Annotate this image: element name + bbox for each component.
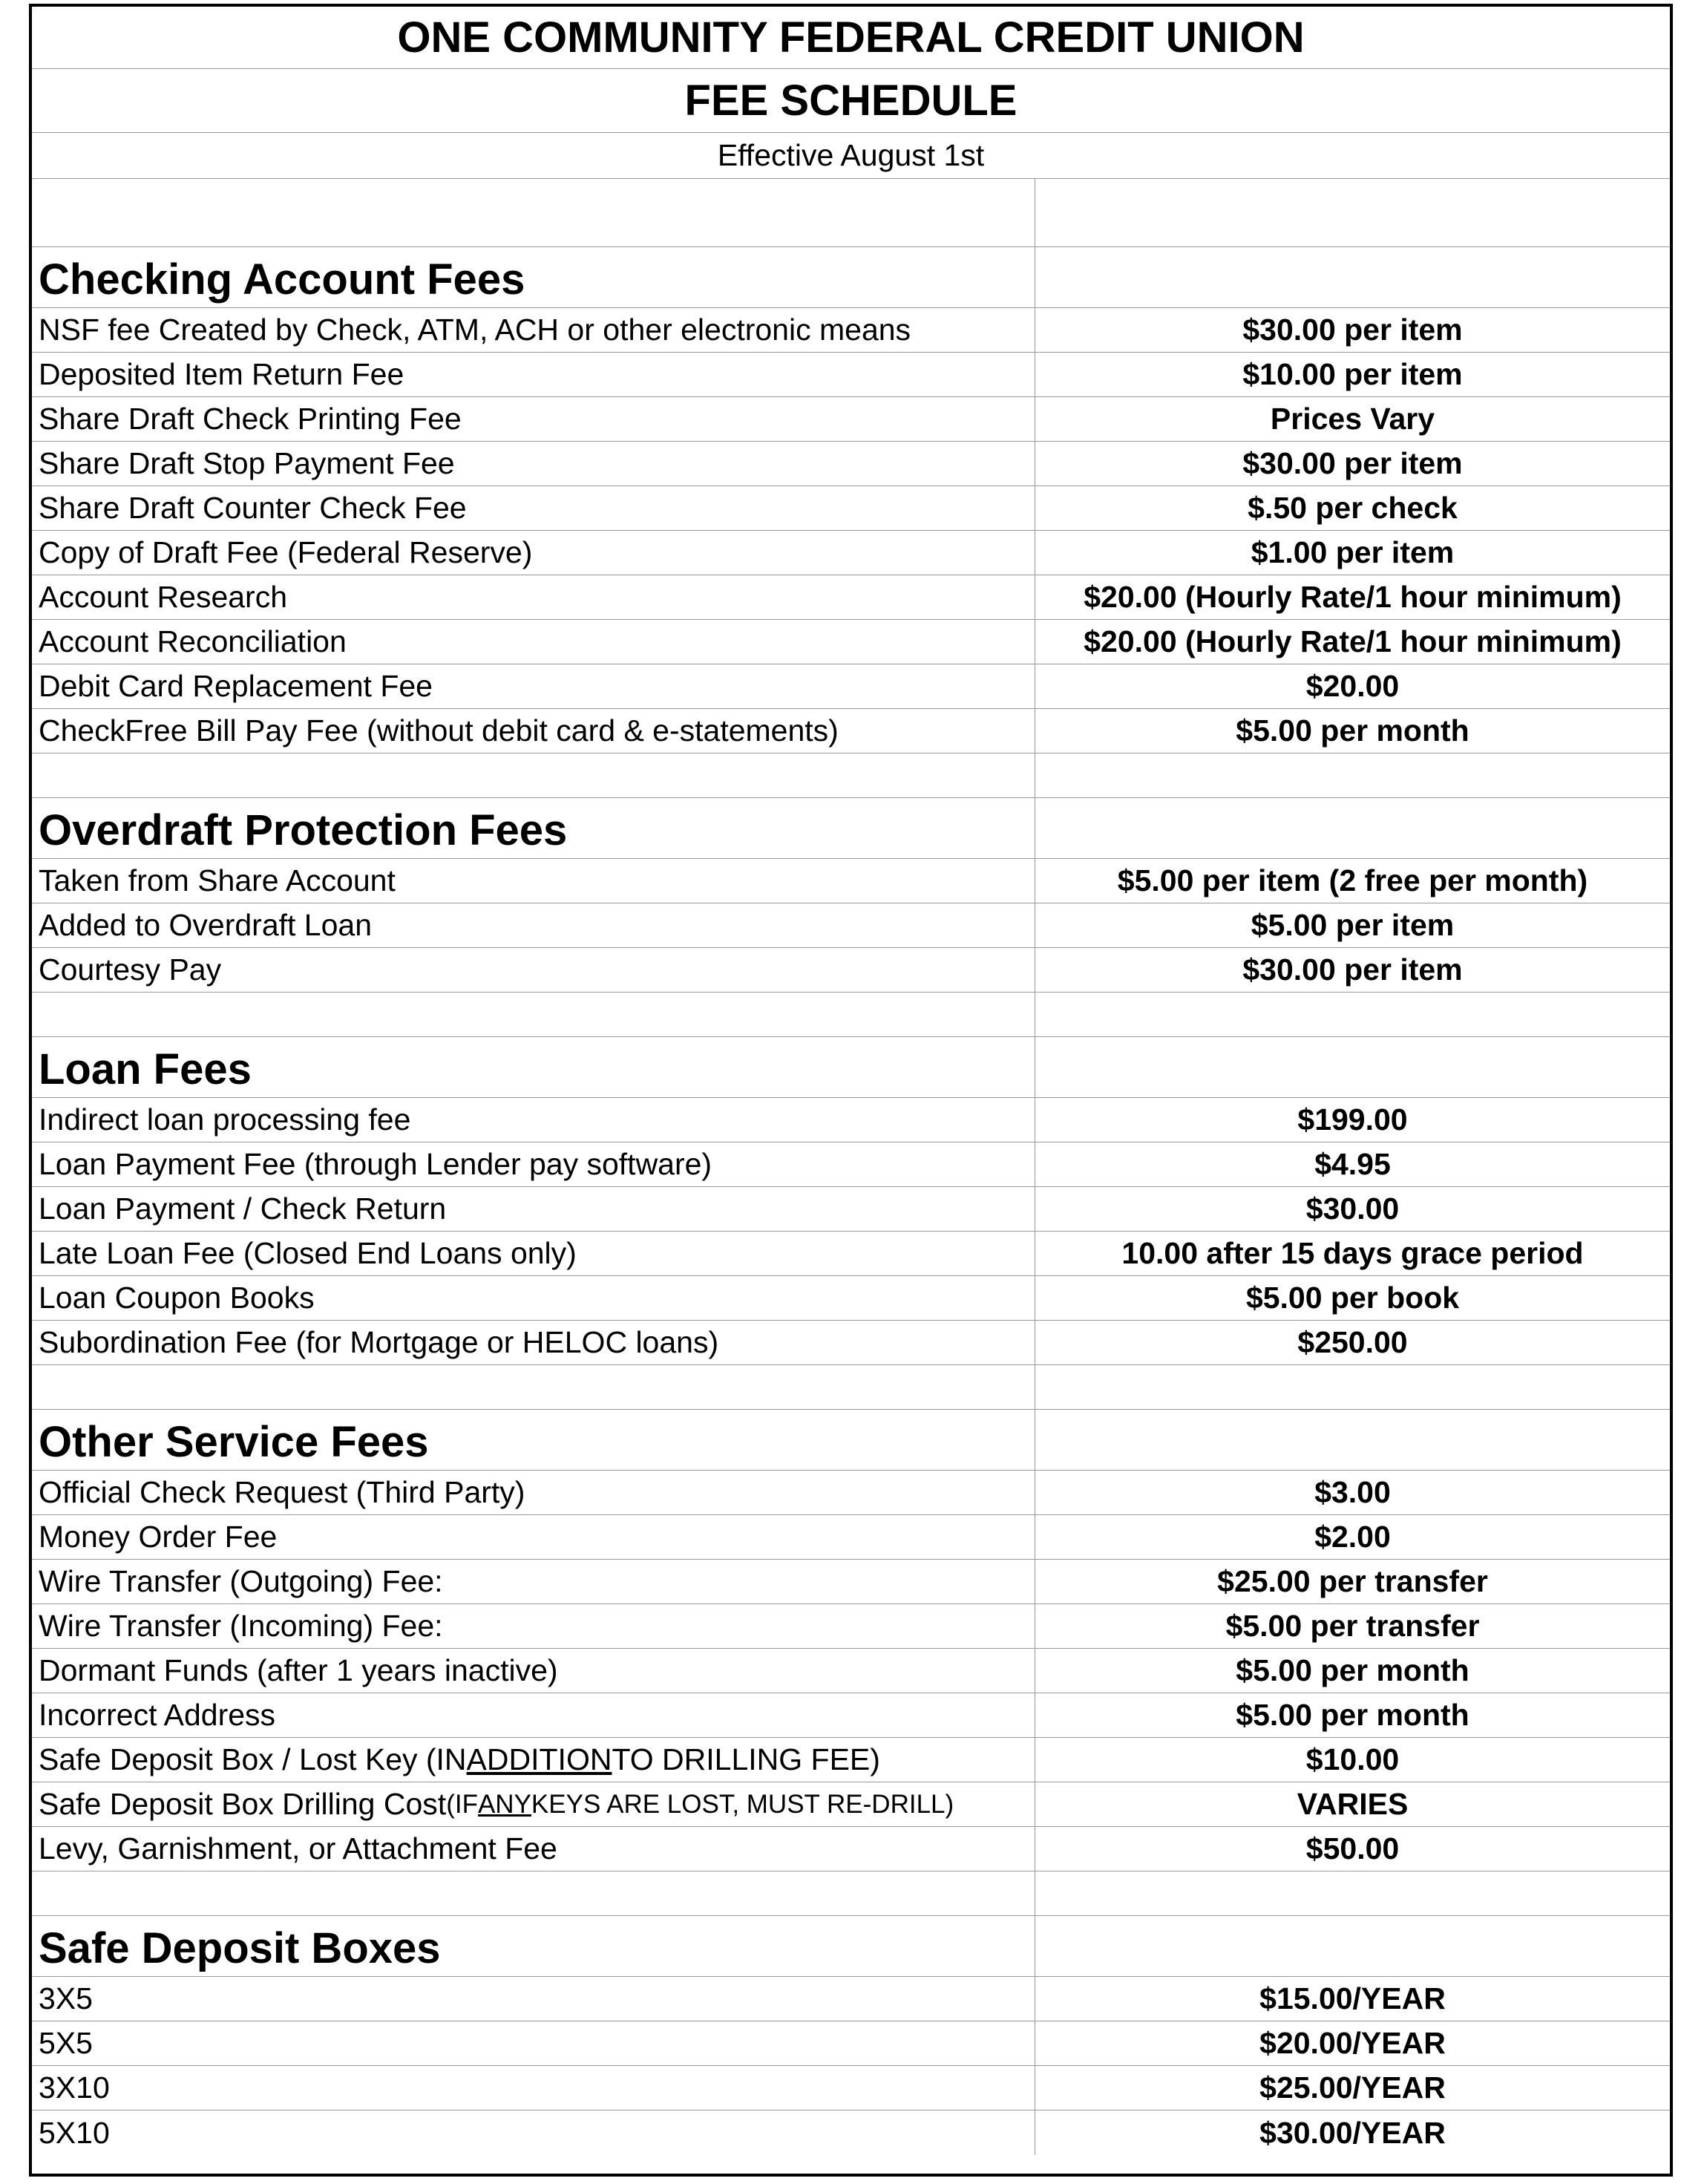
blank-row <box>32 1871 1670 1916</box>
table-row <box>32 1515 1670 1560</box>
fee-label: Incorrect Address <box>32 1693 1035 1737</box>
blank-row <box>32 993 1670 1037</box>
fee-amount: $30.00 per item <box>1242 313 1463 347</box>
fee-label: NSF fee Created by Check, ATM, ACH or other electronic means <box>32 308 1035 352</box>
table-row <box>32 308 1670 353</box>
fee-label: Loan Payment / Check Return <box>32 1187 1035 1231</box>
section-title: Checking Account Fees <box>32 247 1035 307</box>
table-row <box>32 903 1670 948</box>
fee-label: Wire Transfer (Incoming) Fee: <box>32 1604 1035 1648</box>
fee-amount: $2.00 <box>1314 1520 1391 1554</box>
fee-amount: $30.00/YEAR <box>1259 2115 1446 2150</box>
fee-amount: $5.00 per month <box>1236 1653 1469 1687</box>
fee-label: Money Order Fee <box>32 1515 1035 1559</box>
fee-amount: $.50 per check <box>1248 491 1458 525</box>
table-row <box>32 1471 1670 1515</box>
fee-amount: $5.00 per item <box>1251 908 1455 942</box>
fee-amount: $5.00 per month <box>1236 1698 1469 1732</box>
fee-amount: $30.00 per item <box>1242 952 1463 987</box>
fee-amount: $199.00 <box>1297 1102 1408 1137</box>
fee-amount: $5.00 per book <box>1245 1281 1460 1315</box>
fee-amount: $1.00 per item <box>1251 535 1455 569</box>
fee-amount: $3.00 <box>1314 1475 1391 1509</box>
blank-row <box>32 179 1670 247</box>
table-row <box>32 1782 1670 1827</box>
fee-label: Taken from Share Account <box>32 859 1035 903</box>
table-row <box>32 1098 1670 1142</box>
fee-label: 5X5 <box>32 2021 1035 2065</box>
table-row <box>32 1142 1670 1187</box>
fee-amount: $4.95 <box>1314 1147 1391 1181</box>
table-row <box>32 1693 1670 1738</box>
fee-label: Share Draft Check Printing Fee <box>32 397 1035 441</box>
fee-amount: $10.00 <box>1305 1742 1400 1776</box>
section-title: Other Service Fees <box>32 1410 1035 1470</box>
table-row <box>32 397 1670 442</box>
fee-label: Loan Coupon Books <box>32 1276 1035 1320</box>
fee-amount: 10.00 after 15 days grace period <box>1121 1236 1584 1270</box>
fee-label: Official Check Request (Third Party) <box>32 1471 1035 1514</box>
fee-label: Share Draft Stop Payment Fee <box>32 442 1035 485</box>
table-row <box>32 859 1670 903</box>
table-row <box>32 2021 1670 2066</box>
fee-amount: VARIES <box>1297 1787 1409 1821</box>
table-row <box>32 1738 1670 1782</box>
document-title: ONE COMMUNITY FEDERAL CREDIT UNION <box>32 7 1670 69</box>
fee-label: Courtesy Pay <box>32 948 1035 992</box>
table-row <box>32 2066 1670 2111</box>
fee-amount: $15.00/YEAR <box>1259 1981 1446 2015</box>
table-row <box>32 531 1670 575</box>
table-row <box>32 1232 1670 1276</box>
fee-label: Late Loan Fee (Closed End Loans only) <box>32 1232 1035 1275</box>
fee-label: Subordination Fee (for Mortgage or HELOC loans) <box>32 1321 1035 1364</box>
fee-schedule-table <box>29 4 1673 2177</box>
blank-row <box>32 753 1670 798</box>
fee-label: CheckFree Bill Pay Fee (without debit card & e-statements) <box>32 709 1035 753</box>
blank-row <box>32 1365 1670 1410</box>
fee-label: Loan Payment Fee (through Lender pay software) <box>32 1142 1035 1186</box>
table-row <box>32 1321 1670 1365</box>
fee-label: Safe Deposit Box Drilling Cost (IF ANY KEYS ARE LOST, MUST RE-DRILL) <box>32 1782 1035 1826</box>
section-header-checking <box>32 247 1670 308</box>
table-row <box>32 948 1670 993</box>
fee-label: Copy of Draft Fee (Federal Reserve) <box>32 531 1035 575</box>
fee-amount: $30.00 <box>1305 1191 1400 1226</box>
fee-label: Share Draft Counter Check Fee <box>32 486 1035 530</box>
section-header-boxes <box>32 1916 1670 1977</box>
table-row <box>32 620 1670 664</box>
fee-amount: $5.00 per transfer <box>1225 1609 1480 1643</box>
fee-label: 5X10 <box>32 2111 1035 2155</box>
table-row <box>32 1276 1670 1321</box>
section-title: Loan Fees <box>32 1037 1035 1097</box>
section-header-loan <box>32 1037 1670 1098</box>
effective-date: Effective August 1st <box>32 133 1670 179</box>
fee-amount: $25.00 per transfer <box>1217 1564 1488 1598</box>
fee-label: Debit Card Replacement Fee <box>32 664 1035 708</box>
fee-label: Added to Overdraft Loan <box>32 903 1035 947</box>
fee-amount: $20.00/YEAR <box>1259 2026 1446 2060</box>
fee-label: Indirect loan processing fee <box>32 1098 1035 1142</box>
section-header-other <box>32 1410 1670 1471</box>
table-row <box>32 575 1670 620</box>
fee-label: Wire Transfer (Outgoing) Fee: <box>32 1560 1035 1603</box>
table-row <box>32 664 1670 709</box>
fee-label: Account Reconciliation <box>32 620 1035 664</box>
table-row <box>32 1187 1670 1232</box>
fee-label: Account Research <box>32 575 1035 619</box>
table-row <box>32 1560 1670 1604</box>
fee-label: Deposited Item Return Fee <box>32 353 1035 396</box>
section-title: Overdraft Protection Fees <box>32 798 1035 858</box>
fee-label: Levy, Garnishment, or Attachment Fee <box>32 1827 1035 1871</box>
fee-label: Dormant Funds (after 1 years inactive) <box>32 1649 1035 1693</box>
fee-label: 3X5 <box>32 1977 1035 2021</box>
section-title: Safe Deposit Boxes <box>32 1916 1035 1976</box>
fee-amount: $5.00 per month <box>1236 713 1469 748</box>
table-row <box>32 1827 1670 1871</box>
fee-amount: $50.00 <box>1305 1831 1400 1866</box>
table-row <box>32 442 1670 486</box>
table-row <box>32 1977 1670 2021</box>
fee-amount: $20.00 (Hourly Rate/1 hour minimum) <box>1084 624 1622 658</box>
table-row <box>32 1649 1670 1693</box>
fee-amount: $25.00/YEAR <box>1259 2070 1446 2105</box>
fee-amount: $20.00 <box>1305 669 1400 703</box>
fee-amount: Prices Vary <box>1270 402 1435 436</box>
fee-amount: $250.00 <box>1297 1325 1408 1359</box>
fee-amount: $10.00 per item <box>1242 357 1463 391</box>
table-row <box>32 1604 1670 1649</box>
fee-amount: $20.00 (Hourly Rate/1 hour minimum) <box>1084 580 1622 614</box>
fee-amount: $30.00 per item <box>1242 446 1463 480</box>
table-row <box>32 353 1670 397</box>
table-row <box>32 709 1670 753</box>
section-header-overdraft <box>32 798 1670 859</box>
fee-label: Safe Deposit Box / Lost Key (IN ADDITION TO DRILLING FEE) <box>32 1738 1035 1782</box>
table-row <box>32 2111 1670 2155</box>
fee-label: 3X10 <box>32 2066 1035 2110</box>
table-row <box>32 486 1670 531</box>
fee-amount: $5.00 per item (2 free per month) <box>1117 863 1588 898</box>
document-subtitle: FEE SCHEDULE <box>32 69 1670 133</box>
